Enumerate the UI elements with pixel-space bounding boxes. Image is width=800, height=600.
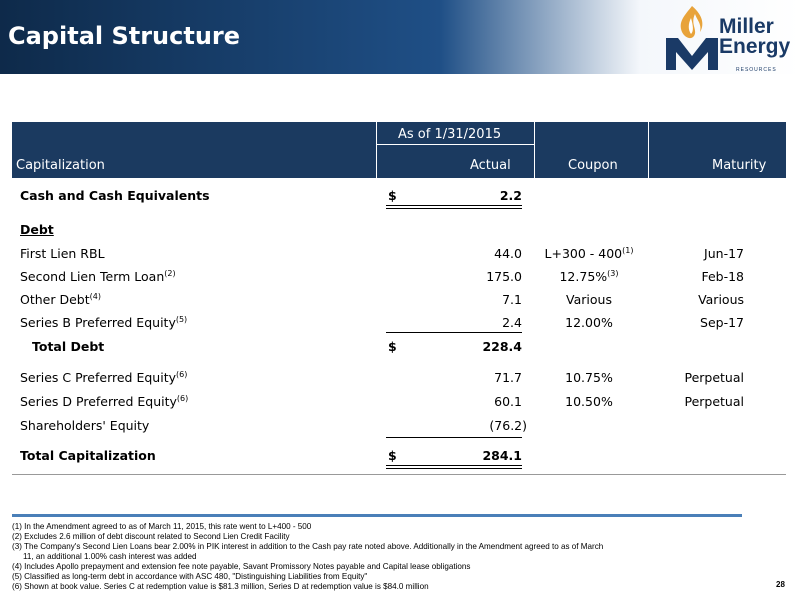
coupon-value: 10.50% [565,394,613,409]
col-actual: Actual [470,158,511,173]
maturity-value: Various [698,292,744,307]
maturity-value: Perpetual [684,394,744,409]
table-row [12,418,786,438]
footnote-1: (1) In the Amendment agreed to as of March 11, 2015, this rate went to L+400 - 500 [12,522,312,531]
actual-value: 228.4 [482,339,522,354]
actual-value: 60.1 [494,394,522,409]
debt-heading: Debt [20,222,54,237]
actual-value: 71.7 [494,370,522,385]
dollar-sign: $ [388,448,397,463]
actual-value: 175.0 [486,269,522,284]
table-row [12,246,786,266]
table-row [12,394,786,414]
table-row [12,292,786,312]
as-of-header: As of 1/31/2015 [398,127,502,142]
page-title: Capital Structure [8,22,241,50]
logo-text-miller: Miller [719,15,774,38]
row-label: Second Lien Term Loan$^{(2)}$ [20,269,176,285]
coupon-value: L+300 - 400$^{(1)}$ [544,246,634,262]
table-row [12,370,786,390]
maturity-value: Perpetual [684,370,744,385]
row-label: Series C Preferred Equity$^{(6)}$ [20,370,188,386]
actual-value: 2.2 [499,188,522,203]
col-maturity: Maturity [712,158,767,173]
footnote-3-cont: 11, an additional 1.00% cash interest was added [23,552,197,561]
maturity-value: Jun-17 [704,246,744,261]
svg-text:RESOURCES: RESOURCES [736,67,777,73]
row-label: Cash and Cash Equivalents [20,188,210,203]
logo-text-energy: Energy [719,35,791,58]
table-row [12,269,786,289]
coupon-value: Various [566,292,612,307]
row-label: Shareholders' Equity [20,418,150,433]
footnote-6: (6) Shown at book value. Series C at redemption value is $81.3 million, Series D at redemption value is $84.0 million [12,582,429,591]
footnote-2: (2) Excludes 2.6 million of debt discount related to Second Lien Credit Facility [12,532,290,541]
actual-value: 284.1 [482,448,522,463]
row-label: First Lien RBL [20,246,105,261]
maturity-value: Feb-18 [701,269,744,284]
footnote-4: (4) Includes Apollo prepayment and extension fee note payable, Savant Promissory Notes payable and Capital lease obligations [12,562,471,571]
footnotes [12,522,732,592]
row-label: Total Capitalization [20,448,156,463]
table-row [12,339,786,359]
actual-value: 2.4 [502,315,522,330]
col-capitalization: Capitalization [16,158,105,173]
row-label: Series B Preferred Equity$^{(5)}$ [20,315,188,331]
row-label: Total Debt [32,339,105,354]
coupon-value: 10.75% [565,370,613,385]
actual-value: (76.2) [489,418,527,433]
page-number: 28 [776,580,785,589]
dollar-sign: $ [388,188,397,203]
company-logo [664,4,796,74]
row-label: Series D Preferred Equity$^{(6)}$ [20,394,189,410]
row-label: Other Debt$^{(4)}$ [20,292,101,308]
dollar-sign: $ [388,339,397,354]
section-heading [12,222,786,242]
divider [12,514,742,517]
col-coupon: Coupon [568,158,618,173]
coupon-value: 12.00% [565,315,613,330]
maturity-value: Sep-17 [700,315,744,330]
footnote-5: (5) Classified as long-term debt in accordance with ASC 480, "Distinguishing Liabilities from Equity" [12,572,368,581]
footnote-3: (3) The Company's Second Lien Loans bear 2.00% in PIK interest in addition to the Cash pay rate noted above. Additionally in the Amendment agreed to as of March [12,542,604,551]
coupon-value: 12.75%$^{(3)}$ [559,269,619,285]
actual-value: 7.1 [502,292,522,307]
actual-value: 44.0 [494,246,522,261]
